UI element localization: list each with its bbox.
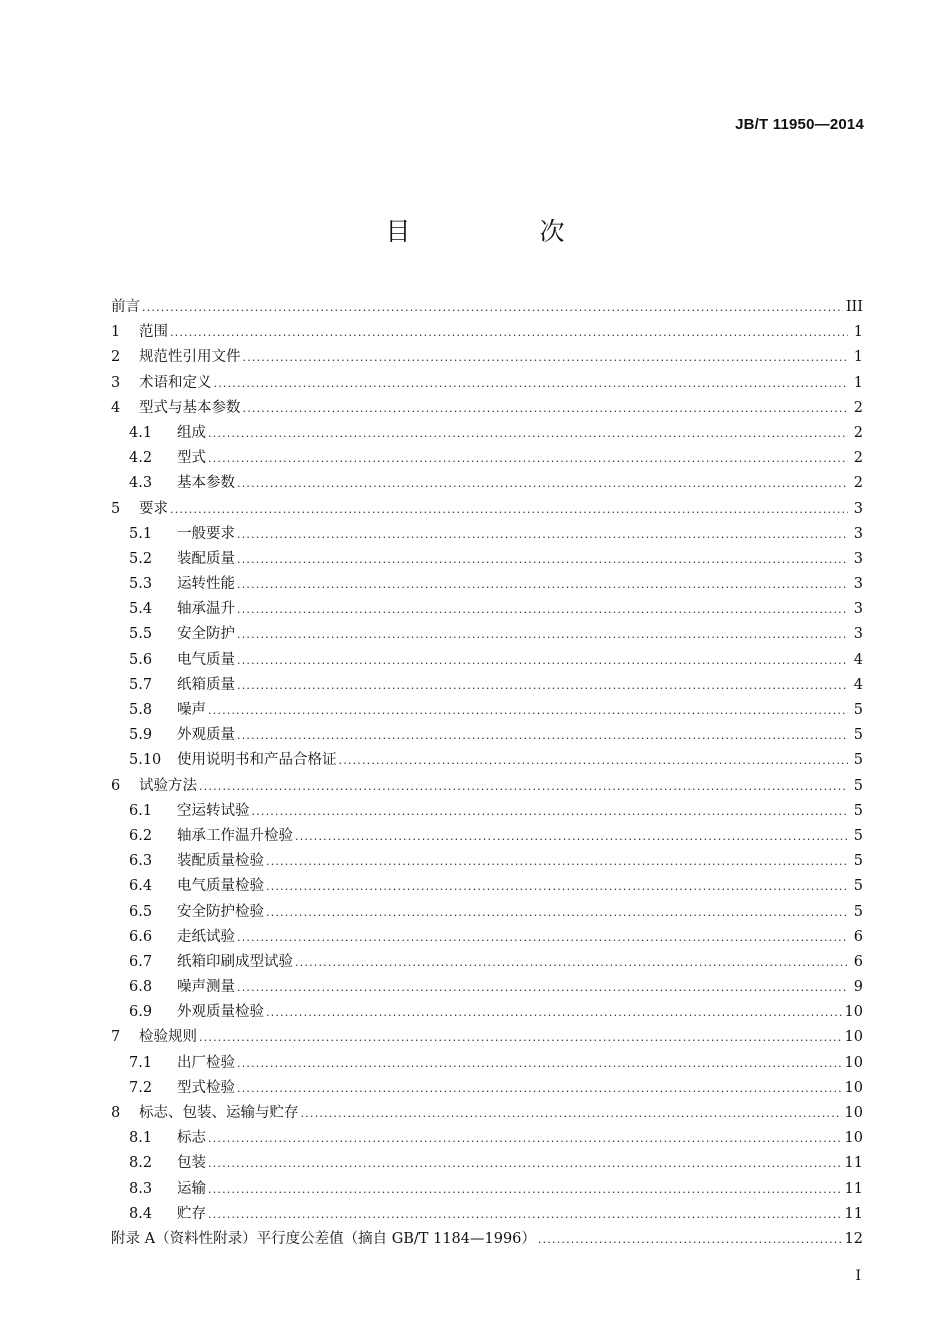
toc-entry-page: 1 <box>853 374 863 391</box>
toc-entry-number: 1 <box>111 324 121 341</box>
toc-entry[interactable] <box>111 622 863 647</box>
toc-entry[interactable] <box>111 471 863 496</box>
toc-entry-number: 5.8 <box>129 702 153 718</box>
toc-entry-label: 试验方法 <box>139 777 197 794</box>
toc-entry-page: 11 <box>844 1205 863 1222</box>
toc-entry-page: 6 <box>853 953 863 970</box>
toc-dot-leader <box>208 452 848 465</box>
toc-entry-number: 4 <box>111 399 121 416</box>
toc-entry-page: 11 <box>844 1155 863 1172</box>
toc-entry[interactable] <box>111 975 863 1000</box>
toc-dot-leader <box>208 1183 842 1196</box>
toc-entry[interactable] <box>111 673 863 698</box>
toc-dot-leader <box>243 351 849 364</box>
toc-entry-page: 5 <box>853 802 863 819</box>
toc-entry-label: 走纸试验 <box>177 928 235 945</box>
toc-entry-label: 噪声 <box>177 702 206 718</box>
toc-dot-leader <box>237 1082 842 1095</box>
toc-entry-page: 10 <box>844 1130 863 1147</box>
toc-entry-page: 3 <box>853 626 863 643</box>
toc-entry-label: 轴承工作温升检验 <box>177 827 293 844</box>
toc-entry-label: 电气质量 <box>177 651 235 668</box>
toc-entry-label: 型式检验 <box>177 1079 235 1096</box>
toc-dot-leader <box>170 503 848 516</box>
toc-entry-number: 6 <box>111 777 121 794</box>
toc-entry-page: 1 <box>853 349 863 366</box>
toc-entry[interactable] <box>111 1025 863 1050</box>
toc-dot-leader <box>295 956 848 969</box>
toc-entry-label: 术语和定义 <box>139 374 212 391</box>
toc-entry-page: 5 <box>853 878 863 895</box>
toc-dot-leader <box>237 654 848 667</box>
toc-dot-leader <box>266 880 848 893</box>
toc-entry[interactable] <box>111 774 863 799</box>
toc-dot-leader <box>214 377 849 390</box>
toc-entry-number: 5 <box>111 500 121 517</box>
toc-dot-leader <box>237 679 848 692</box>
toc-entry[interactable] <box>111 648 863 673</box>
toc-entry-label: 运输 <box>177 1180 206 1197</box>
toc-entry[interactable] <box>111 396 863 421</box>
toc-entry-page: 5 <box>853 777 863 794</box>
toc-entry-label: 包装 <box>177 1155 206 1172</box>
toc-entry-number: 2 <box>111 349 121 366</box>
toc-entry-number: 6.8 <box>129 979 153 996</box>
toc-entry-number: 8 <box>111 1105 121 1121</box>
toc-entry-number: 6.5 <box>129 903 153 920</box>
toc-dot-leader <box>237 729 848 742</box>
toc-entry-page: 6 <box>853 928 863 945</box>
toc-entry-label: 一般要求 <box>177 525 235 542</box>
toc-entry-page: 5 <box>853 752 863 769</box>
toc-entry[interactable] <box>111 1227 863 1252</box>
toc-entry-page: 4 <box>853 676 863 693</box>
toc-dot-leader <box>266 906 848 919</box>
page-number: I <box>855 1268 861 1284</box>
toc-entry-label: 基本参数 <box>177 475 235 492</box>
toc-entry-number: 6.9 <box>129 1004 153 1021</box>
toc-dot-leader <box>237 628 848 641</box>
toc-entry-label: 要求 <box>139 500 168 517</box>
toc-entry-page: 1 <box>853 324 863 341</box>
toc-entry-number: 5.7 <box>129 676 153 693</box>
toc-dot-leader <box>538 1233 842 1246</box>
toc-dot-leader <box>295 830 848 843</box>
page-title: 目 次 <box>385 217 617 246</box>
toc-dot-leader <box>208 1157 842 1170</box>
toc-entry-label: 范围 <box>139 324 168 341</box>
toc-dot-leader <box>237 603 848 616</box>
toc-entry[interactable] <box>111 1151 863 1176</box>
toc-entry-label: 外观质量 <box>177 727 235 744</box>
toc-entry-page: 3 <box>853 550 863 567</box>
toc-entry-label: 规范性引用文件 <box>139 349 241 366</box>
toc-dot-leader <box>237 477 848 490</box>
toc-entry-label: 装配质量检验 <box>177 853 264 870</box>
toc-entry-number: 8.4 <box>129 1205 153 1222</box>
toc-entry[interactable] <box>111 1202 863 1227</box>
toc-dot-leader <box>237 553 848 566</box>
toc-entry-label: 型式与基本参数 <box>139 399 241 416</box>
toc-entry-page: 4 <box>853 651 863 668</box>
toc-entry-number: 6.3 <box>129 853 153 870</box>
toc-entry-page: 11 <box>844 1180 863 1197</box>
toc-entry-page: 2 <box>853 475 863 492</box>
toc-entry[interactable] <box>111 950 863 975</box>
toc-dot-leader <box>142 301 843 314</box>
toc-entry-page: 5 <box>853 727 863 744</box>
toc-dot-leader <box>199 780 848 793</box>
toc-entry[interactable] <box>111 547 863 572</box>
toc-entry-number: 7 <box>111 1029 121 1046</box>
toc-entry-label: 前言 <box>111 299 140 315</box>
toc-entry[interactable] <box>111 1076 863 1101</box>
toc-entry[interactable] <box>111 1000 863 1025</box>
toc-entry-number: 7.1 <box>129 1054 153 1071</box>
toc-dot-leader <box>266 1006 842 1019</box>
toc-entry[interactable] <box>111 900 863 925</box>
toc-entry-number: 5.1 <box>129 525 153 542</box>
toc-dot-leader <box>243 402 849 415</box>
toc-entry-number: 8.1 <box>129 1130 153 1147</box>
toc-entry-label: 装配质量 <box>177 550 235 567</box>
toc-entry-label: 轴承温升 <box>177 601 235 618</box>
toc-dot-leader <box>199 1031 842 1044</box>
toc-entry[interactable] <box>111 295 863 320</box>
toc-entry[interactable] <box>111 320 863 345</box>
toc-entry-page: 10 <box>844 1079 863 1096</box>
toc-entry-page: 2 <box>853 450 863 467</box>
toc-dot-leader <box>301 1107 842 1120</box>
toc-entry-number: 5.10 <box>129 752 162 769</box>
toc-entry-label: 运转性能 <box>177 576 235 593</box>
toc-entry-label: 出厂检验 <box>177 1054 235 1071</box>
toc-entry[interactable] <box>111 1101 863 1126</box>
toc-entry-number: 4.2 <box>129 450 153 467</box>
toc-entry-page: 9 <box>853 979 863 996</box>
toc-dot-leader <box>237 981 848 994</box>
toc-dot-leader <box>208 1132 842 1145</box>
toc-entry[interactable] <box>111 748 863 773</box>
toc-entry-number: 4.1 <box>129 424 153 441</box>
toc-entry-label: 标志、包装、运输与贮存 <box>139 1105 299 1121</box>
toc-entry-number: 6.7 <box>129 953 153 970</box>
toc-entry-page: III <box>845 299 863 315</box>
toc-dot-leader <box>237 528 848 541</box>
toc-entry-page: 10 <box>844 1105 863 1121</box>
toc-entry-number: 5.4 <box>129 601 153 618</box>
toc-entry-page: 5 <box>853 903 863 920</box>
toc-entry-label: 附录 A（资料性附录）平行度公差值（摘自 GB/T 1184—1996） <box>111 1230 536 1247</box>
toc-entry-label: 组成 <box>177 424 206 441</box>
toc-entry-number: 7.2 <box>129 1079 153 1096</box>
toc-entry[interactable] <box>111 1126 863 1151</box>
toc-dot-leader <box>170 326 848 339</box>
toc-entry-page: 10 <box>844 1029 863 1046</box>
toc-entry-number: 6.4 <box>129 878 153 895</box>
toc-entry-page: 2 <box>853 424 863 441</box>
toc-entry[interactable] <box>111 446 863 471</box>
toc-entry[interactable] <box>111 371 863 396</box>
toc-entry-number: 5.2 <box>129 550 153 567</box>
toc-entry[interactable] <box>111 572 863 597</box>
toc-entry-label: 贮存 <box>177 1205 206 1222</box>
toc-entry[interactable] <box>111 597 863 622</box>
toc-entry-number: 8.2 <box>129 1155 153 1172</box>
toc-entry-number: 6.6 <box>129 928 153 945</box>
toc-entry-number: 6.1 <box>129 802 153 819</box>
toc-entry-label: 纸箱质量 <box>177 676 235 693</box>
toc-dot-leader <box>252 805 849 818</box>
toc-entry[interactable] <box>111 824 863 849</box>
toc-entry[interactable] <box>111 849 863 874</box>
toc-dot-leader <box>208 427 848 440</box>
toc-entry-number: 5.9 <box>129 727 153 744</box>
toc-entry-page: 3 <box>853 601 863 618</box>
toc-entry-page: 12 <box>844 1230 863 1247</box>
toc-entry[interactable] <box>111 497 863 522</box>
toc-entry-number: 6.2 <box>129 827 153 844</box>
toc-entry[interactable] <box>111 799 863 824</box>
toc-entry-label: 外观质量检验 <box>177 1004 264 1021</box>
toc-entry-label: 型式 <box>177 450 206 467</box>
toc-dot-leader <box>237 578 848 591</box>
toc-dot-leader <box>339 754 849 767</box>
toc-entry[interactable] <box>111 1051 863 1076</box>
toc-dot-leader <box>208 1208 842 1221</box>
toc-entry[interactable] <box>111 421 863 446</box>
toc-dot-leader <box>237 1057 842 1070</box>
toc-entry-number: 5.6 <box>129 651 153 668</box>
toc-entry[interactable] <box>111 723 863 748</box>
toc-entry-number: 8.3 <box>129 1180 153 1197</box>
toc-dot-leader <box>266 855 848 868</box>
table-of-contents <box>111 295 863 1252</box>
toc-entry-label: 使用说明书和产品合格证 <box>177 752 337 769</box>
toc-entry[interactable] <box>111 698 863 723</box>
toc-entry-label: 空运转试验 <box>177 802 250 819</box>
toc-entry-label: 电气质量检验 <box>177 878 264 895</box>
toc-entry-label: 标志 <box>177 1130 206 1147</box>
toc-entry-label: 安全防护检验 <box>177 903 264 920</box>
toc-entry[interactable] <box>111 1177 863 1202</box>
toc-entry-page: 5 <box>853 702 863 718</box>
toc-entry[interactable] <box>111 522 863 547</box>
toc-dot-leader <box>237 931 848 944</box>
toc-entry-label: 检验规则 <box>139 1029 197 1046</box>
toc-entry-page: 5 <box>853 853 863 870</box>
toc-entry-page: 10 <box>844 1004 863 1021</box>
toc-entry-number: 5.3 <box>129 576 153 593</box>
toc-entry[interactable] <box>111 925 863 950</box>
toc-entry-page: 2 <box>853 399 863 416</box>
toc-entry-page: 3 <box>853 525 863 542</box>
toc-entry-page: 3 <box>853 576 863 593</box>
toc-entry-number: 5.5 <box>129 626 153 643</box>
toc-entry-number: 4.3 <box>129 475 153 492</box>
toc-entry-label: 安全防护 <box>177 626 235 643</box>
toc-entry-page: 10 <box>844 1054 863 1071</box>
toc-entry-label: 纸箱印刷成型试验 <box>177 953 293 970</box>
toc-entry-label: 噪声测量 <box>177 979 235 996</box>
toc-dot-leader <box>208 704 848 717</box>
toc-entry-number: 3 <box>111 374 121 391</box>
toc-entry-page: 3 <box>853 500 863 517</box>
toc-entry-page: 5 <box>853 827 863 844</box>
standard-code: JB/T 11950—2014 <box>735 116 864 133</box>
toc-entry[interactable] <box>111 874 863 899</box>
toc-entry[interactable] <box>111 345 863 370</box>
